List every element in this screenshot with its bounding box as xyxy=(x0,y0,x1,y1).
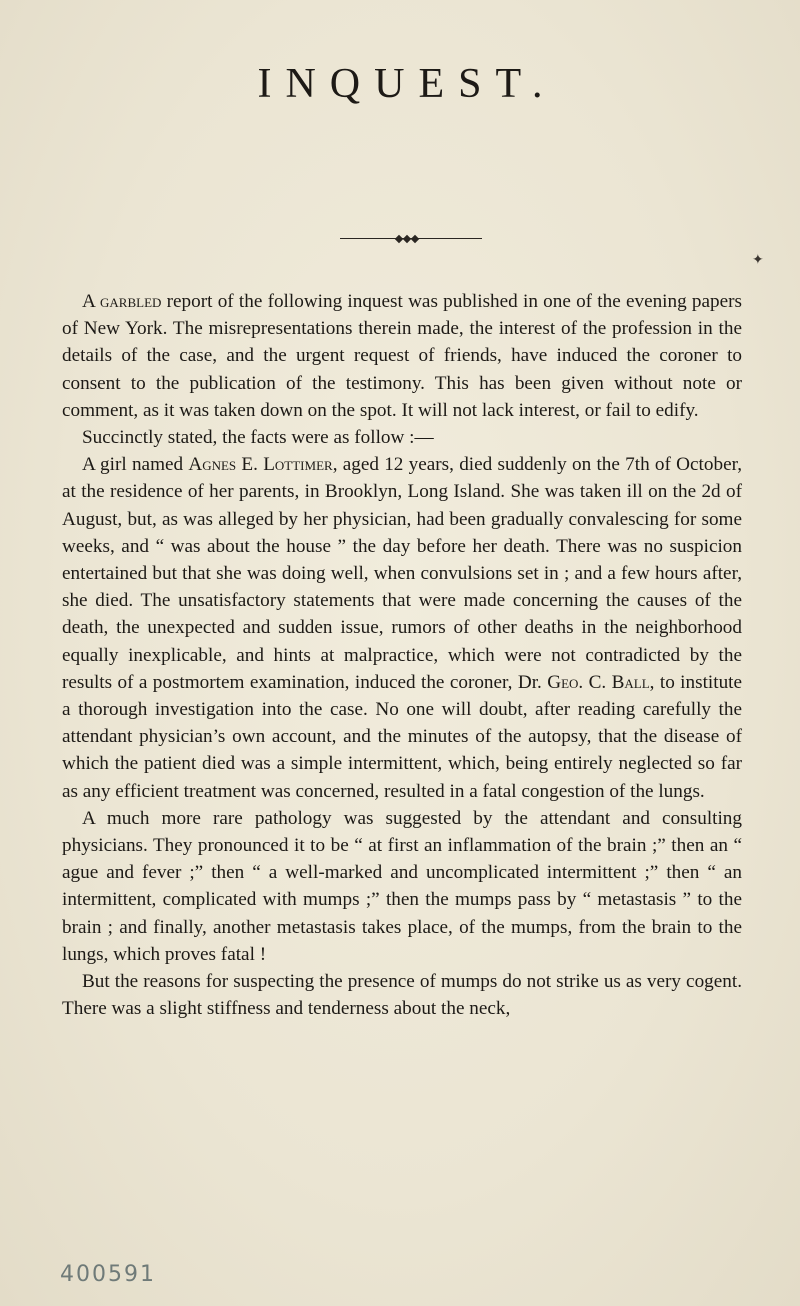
person-name: Agnes E. Lottimer xyxy=(188,454,333,476)
paragraph-text: , aged 12 years, died suddenly on the 7th of October, at the residence of her parents, in Brooklyn, Long Island. She was taken ill on the 2d of August, but, as was alleged by her physician, had been gradually convalescing for some weeks, and “ was about the house ” the day before her death. There was no suspicion entertained but that she was doing well, when convulsions set in ; and a few hours after, she died. The unsatisfactory statements that were made concerning the causes of the death, the unexpected and sudden issue, rumors of other deaths in the neighborhood equally inexplicable, and hints at malpractice, which were not contradicted by the results of a postmortem examination, induced the coroner, Dr. xyxy=(62,454,742,693)
paragraph-text: Succinctly stated, the facts were as follow :— xyxy=(82,427,434,449)
margin-mark-icon: ✦ xyxy=(752,253,764,268)
paragraph-text: report of the following inquest was published in one of the evening papers of New York. The misrepresentations therein made, the interest of the profession in the details of the case, and the urgent request of friends, have induced the coroner to consent to the publication of the testimony. This has been given without note or comment, as it was taken down on the spot. It will not lack interest, or fail to edify. xyxy=(62,291,742,421)
paragraph xyxy=(62,288,742,424)
paragraph xyxy=(62,424,742,451)
body-text xyxy=(62,288,742,1022)
page-title: INQUEST. xyxy=(257,61,557,107)
paragraph xyxy=(62,968,742,1022)
paragraph-text: But the reasons for suspecting the presence of mumps do not strike us as very cogent. There was a slight stiffness and tenderness about the neck, xyxy=(62,971,742,1020)
library-stamp: 400591 xyxy=(60,1262,156,1287)
person-name: Geo. C. Ball xyxy=(547,671,650,693)
paragraph-text: A much more rare pathology was suggested by the attendant and consulting physicians. They pronounced it to be “ at first an inflammation of the brain ;” then an “ ague and fever ;” then “ a well-marked and uncomplicated intermittent ;” then “ an intermittent, complicated with mumps ;” then the mumps pass by “ metastasis ” to the brain ; and finally, another metastasis takes place, of the mumps, from the brain to the lungs, which proves fatal ! xyxy=(62,807,742,965)
paragraph-lead: A garbled xyxy=(82,291,162,312)
paragraph-pre: A girl named xyxy=(82,454,189,476)
paragraph-text: , to institute a thorough investigation into the case. No one will doubt, after reading carefully the attendant physician’s own account, and the minutes of the autopsy, that the disease of which the patient died was a simple intermittent, which, being entirely neglected so far as any efficient treatment was concerned, resulted in a fatal congestion of the lungs. xyxy=(62,671,743,802)
divider-ornament-icon xyxy=(392,231,422,245)
paragraph xyxy=(62,805,742,968)
paragraph xyxy=(62,451,742,805)
